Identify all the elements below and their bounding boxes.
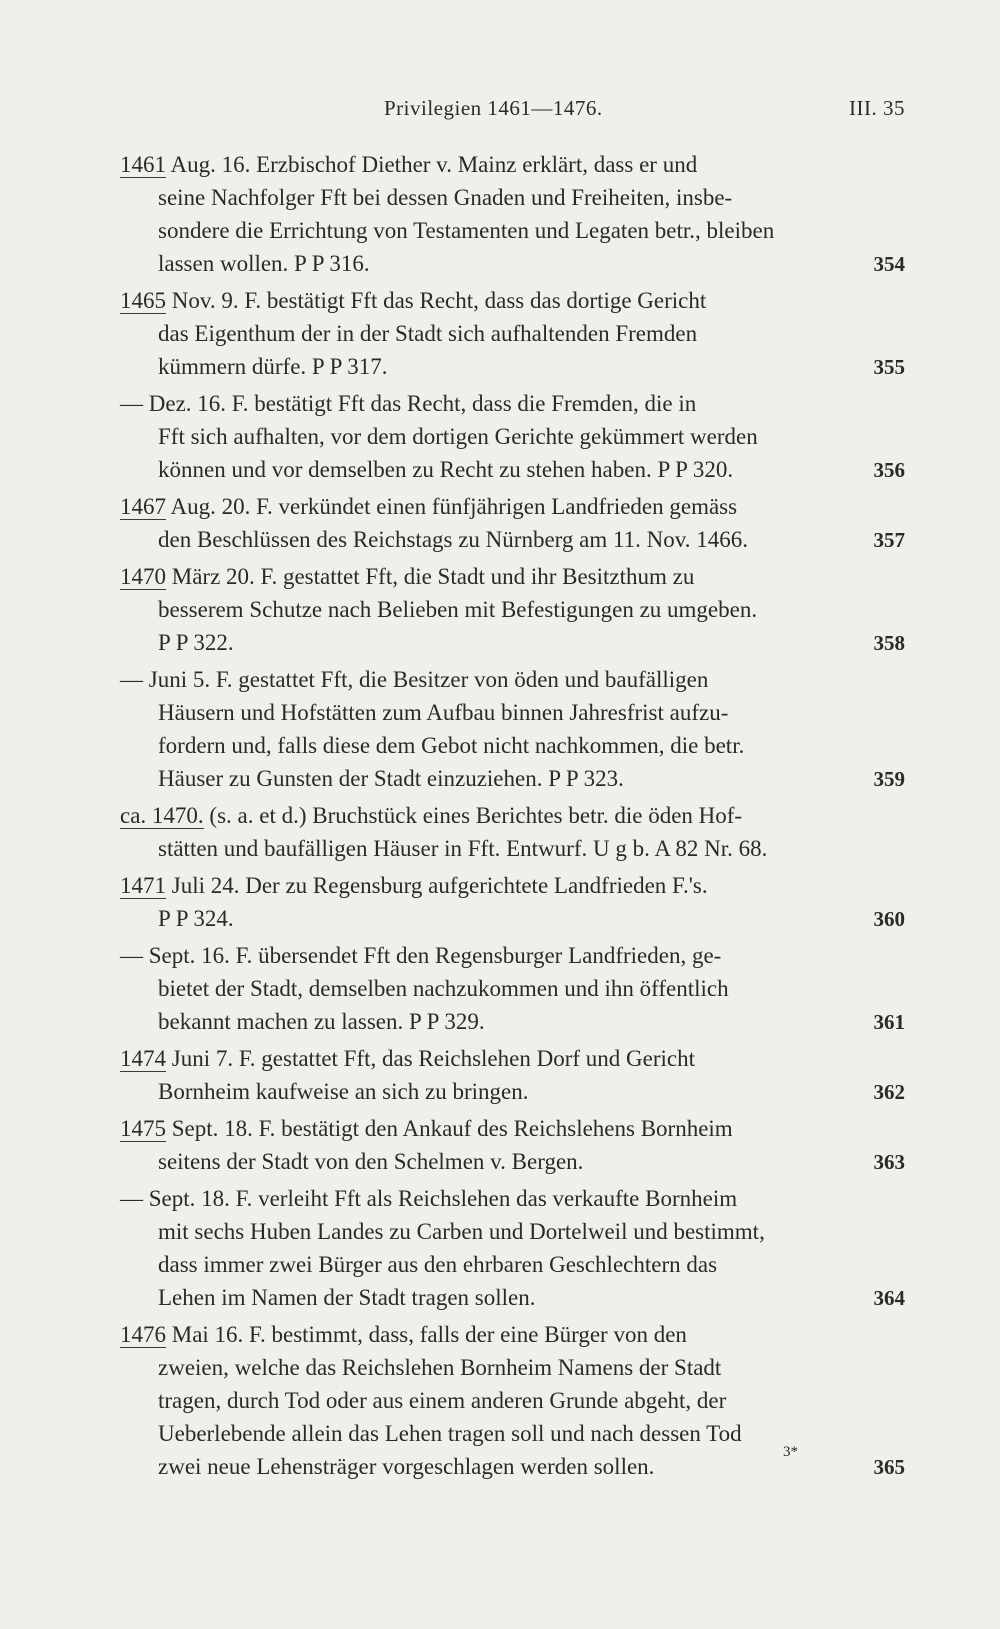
entry-date: 1475 — [120, 1116, 166, 1141]
regest-entry — [120, 387, 905, 486]
entry-text: dass immer zwei Bürger aus den ehrbaren Geschlechtern das — [158, 1252, 718, 1277]
regest-entry — [120, 939, 905, 1038]
entry-line — [120, 939, 905, 972]
entry-text: mit sechs Huben Landes zu Carben und Dortelweil und bestimmt, — [158, 1219, 765, 1244]
entry-date: 1467 — [120, 494, 166, 519]
entry-line-text — [158, 214, 905, 247]
entry-line — [120, 1042, 905, 1075]
entry-text: bekannt machen zu lassen. P P 329. — [158, 1009, 485, 1034]
entry-number: 360 — [873, 907, 905, 931]
regest-entry — [120, 1182, 905, 1314]
entry-line-text — [158, 181, 905, 214]
page-title: Privilegien 1461—1476. — [384, 96, 603, 120]
entry-line-text — [120, 387, 696, 420]
running-head — [120, 96, 905, 126]
entry-text: können und vor demselben zu Recht zu stehen haben. P P 320. — [158, 457, 734, 482]
entry-line — [120, 832, 905, 865]
entry-date: 1461 — [120, 152, 166, 177]
entry-date: 1470 — [120, 564, 166, 589]
entry-line — [120, 1248, 905, 1281]
entry-line-text — [158, 453, 733, 486]
entry-text: Juni 7. F. gestattet Fft, das Reichslehen Dorf und Gericht — [166, 1046, 695, 1071]
entry-line-text — [158, 729, 905, 762]
entry-number: 362 — [873, 1080, 905, 1104]
entry-line — [120, 1281, 905, 1314]
entry-text: das Eigenthum der in der Stadt sich aufhaltenden Fremden — [158, 321, 698, 346]
entry-text: Ueberlebende allein das Lehen tragen soll und nach dessen Tod — [158, 1421, 742, 1446]
entry-text: sondere die Errichtung von Testamenten und Legaten betr., bleiben — [158, 218, 775, 243]
entry-list — [120, 148, 905, 1487]
entry-line-text — [120, 939, 721, 972]
entry-text: lassen wollen. P P 316. — [158, 251, 370, 276]
entry-line-text — [158, 696, 905, 729]
entry-line-text — [120, 1112, 733, 1145]
entry-line — [120, 1384, 905, 1417]
entry-text: seitens der Stadt von den Schelmen v. Bergen. — [158, 1149, 584, 1174]
entry-line-text — [158, 1248, 905, 1281]
entry-number: 365 — [873, 1455, 905, 1479]
entry-line-text — [120, 799, 742, 832]
entry-line-text — [120, 1042, 695, 1075]
entry-line-text — [158, 1215, 905, 1248]
entry-line — [120, 593, 905, 626]
entry-line — [120, 247, 905, 280]
entry-number: 356 — [873, 458, 905, 482]
entry-line — [120, 626, 905, 659]
regest-entry — [120, 663, 905, 795]
entry-number: 354 — [873, 252, 905, 276]
entry-number: 355 — [873, 355, 905, 379]
entry-line-text — [158, 762, 624, 795]
entry-line — [120, 799, 905, 832]
entry-line-text — [120, 490, 737, 523]
entry-number: 363 — [873, 1150, 905, 1174]
entry-text: Nov. 9. F. bestätigt Fft das Recht, dass das dortige Gericht — [166, 288, 707, 313]
entry-text: Lehen im Namen der Stadt tragen sollen. — [158, 1285, 536, 1310]
entry-line — [120, 663, 905, 696]
entry-text: (s. a. et d.) Bruchstück eines Berichtes betr. die öden Hof- — [203, 803, 743, 828]
entry-line — [120, 350, 905, 383]
entry-line — [120, 420, 905, 453]
entry-line-text — [158, 420, 905, 453]
entry-text: — Sept. 16. F. übersendet Fft den Regensburger Landfrieden, ge- — [120, 943, 722, 968]
entry-line — [120, 523, 905, 556]
entry-line — [120, 1145, 905, 1178]
entry-line-text — [158, 832, 905, 865]
entry-line — [120, 453, 905, 486]
entry-line-text — [158, 1005, 485, 1038]
entry-line-text — [158, 317, 905, 350]
entry-line-text — [158, 523, 748, 556]
entry-line — [120, 902, 905, 935]
entry-line-text — [158, 1351, 905, 1384]
entry-line — [120, 869, 905, 902]
entry-line-text — [158, 1450, 654, 1483]
entry-text: Häusern und Hofstätten zum Aufbau binnen Jahresfrist aufzu- — [158, 700, 729, 725]
entry-date: 1471 — [120, 873, 166, 898]
regest-entry — [120, 148, 905, 280]
entry-line-text — [158, 1384, 905, 1417]
entry-text: — Sept. 18. F. verleiht Fft als Reichslehen das verkaufte Bornheim — [120, 1186, 738, 1211]
entry-line — [120, 317, 905, 350]
entry-date: ca. 1470. — [120, 803, 204, 828]
entry-text: Bornheim kaufweise an sich zu bringen. — [158, 1079, 529, 1104]
entry-line-text — [158, 247, 370, 280]
entry-text: zweien, welche das Reichslehen Bornheim Namens der Stadt — [158, 1355, 722, 1380]
entry-line — [120, 560, 905, 593]
entry-line-text — [158, 1075, 528, 1108]
regest-entry — [120, 1112, 905, 1178]
entry-text: Mai 16. F. bestimmt, dass, falls der eine Bürger von den — [166, 1322, 687, 1347]
entry-text: zwei neue Lehensträger vorgeschlagen werden sollen. — [158, 1454, 655, 1479]
entry-line-text — [120, 284, 706, 317]
entry-line-text — [158, 1281, 535, 1314]
entry-text: tragen, durch Tod oder aus einem anderen Grunde abgeht, der — [158, 1388, 727, 1413]
entry-text: fordern und, falls diese dem Gebot nicht nachkommen, die betr. — [158, 733, 745, 758]
entry-date: 1474 — [120, 1046, 166, 1071]
entry-line — [120, 148, 905, 181]
entry-text: besserem Schutze nach Belieben mit Befestigungen zu umgeben. — [158, 597, 758, 622]
entry-line — [120, 181, 905, 214]
entry-line-text — [120, 148, 697, 181]
entry-line — [120, 696, 905, 729]
page-number: III. 35 — [849, 96, 905, 120]
entry-text: — Juni 5. F. gestattet Fft, die Besitzer von öden und baufälligen — [120, 667, 709, 692]
entry-line-text — [158, 626, 234, 659]
entry-text: P P 322. — [158, 630, 234, 655]
entry-line — [120, 1351, 905, 1384]
entry-line — [120, 387, 905, 420]
entry-line-text — [158, 1145, 583, 1178]
entry-text: Aug. 16. Erzbischof Diether v. Mainz erklärt, dass er und — [166, 152, 698, 177]
entry-number: 358 — [873, 631, 905, 655]
entry-line — [120, 1112, 905, 1145]
entry-line-text — [120, 1318, 687, 1351]
entry-line-text — [158, 902, 234, 935]
entry-line — [120, 1318, 905, 1351]
entry-text: P P 324. — [158, 906, 234, 931]
regest-entry — [120, 490, 905, 556]
entry-text: Aug. 20. F. verkündet einen fünfjährigen Landfrieden gemäss — [166, 494, 738, 519]
entry-line — [120, 214, 905, 247]
signature-mark: 3* — [783, 1444, 798, 1460]
entry-text: Fft sich aufhalten, vor dem dortigen Gerichte gekümmert werden — [158, 424, 758, 449]
entry-text: Häuser zu Gunsten der Stadt einzuziehen. P P 323. — [158, 766, 624, 791]
entry-text: März 20. F. gestattet Fft, die Stadt und ihr Besitzthum zu — [166, 564, 695, 589]
entry-text: bietet der Stadt, demselben nachzukommen und ihn öffentlich — [158, 976, 729, 1001]
entry-line — [120, 284, 905, 317]
entry-line — [120, 729, 905, 762]
regest-entry — [120, 1042, 905, 1108]
entry-line — [120, 1005, 905, 1038]
regest-entry — [120, 560, 905, 659]
entry-line — [120, 1182, 905, 1215]
entry-text: Juli 24. Der zu Regensburg aufgerichtete Landfrieden F.'s. — [166, 873, 708, 898]
entry-text: seine Nachfolger Fft bei dessen Gnaden und Freiheiten, insbe- — [158, 185, 733, 210]
entry-text: den Beschlüssen des Reichstags zu Nürnberg am 11. Nov. 1466. — [158, 527, 749, 552]
entry-line-text — [158, 972, 905, 1005]
regest-entry — [120, 869, 905, 935]
entry-number: 364 — [873, 1286, 905, 1310]
regest-entry — [120, 284, 905, 383]
entry-line-text — [158, 350, 388, 383]
entry-line-text — [120, 1182, 737, 1215]
entry-text: Sept. 18. F. bestätigt den Ankauf des Reichslehens Bornheim — [166, 1116, 733, 1141]
entry-date: 1465 — [120, 288, 166, 313]
entry-line-text — [120, 663, 708, 696]
entry-line-text — [120, 869, 708, 902]
entry-number: 359 — [873, 767, 905, 791]
entry-number: 357 — [873, 528, 905, 552]
entry-line-text — [120, 560, 694, 593]
entry-number: 361 — [873, 1010, 905, 1034]
entry-line — [120, 1215, 905, 1248]
entry-line — [120, 972, 905, 1005]
entry-line-text — [158, 593, 905, 626]
entry-date: 1476 — [120, 1322, 166, 1347]
entry-text: stätten und baufälligen Häuser in Fft. Entwurf. U g b. A 82 Nr. 68. — [158, 836, 768, 861]
entry-line — [120, 762, 905, 795]
entry-text: — Dez. 16. F. bestätigt Fft das Recht, dass die Fremden, die in — [120, 391, 697, 416]
regest-entry — [120, 799, 905, 865]
entry-line — [120, 1075, 905, 1108]
entry-text: kümmern dürfe. P P 317. — [158, 354, 388, 379]
entry-line — [120, 490, 905, 523]
